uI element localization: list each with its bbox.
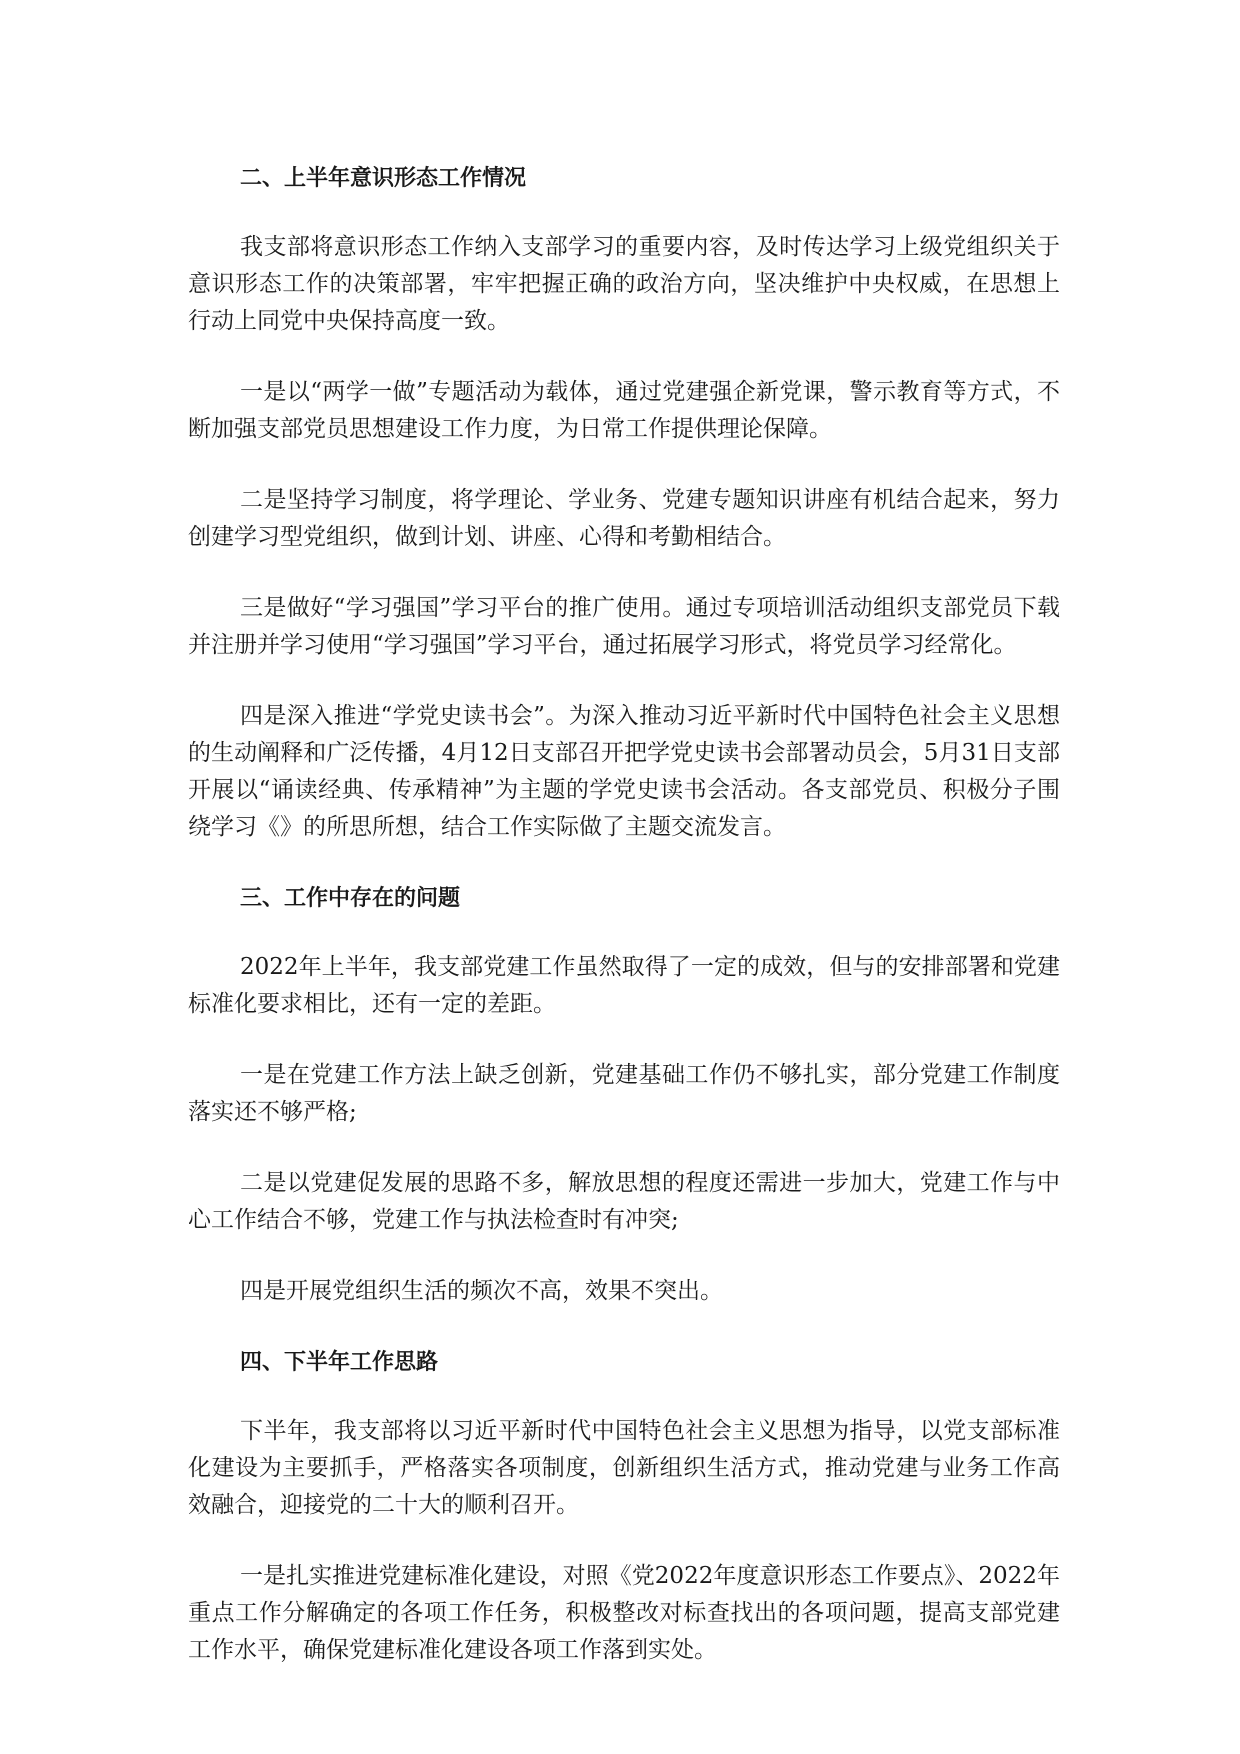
- paragraph: 下半年，我支部将以习近平新时代中国特色社会主义思想为指导，以党支部标准化建设为主要抓手，严格落实各项制度，创新组织生活方式，推动党建与业务工作高效融合，迎接党的二十大的顺利召开。: [188, 1418, 1060, 1518]
- paragraph: 二是以党建促发展的思路不多，解放思想的程度还需进一步加大，党建工作与中心工作结合不够，党建工作与执法检查时有冲突;: [188, 1170, 1060, 1233]
- document-body: [188, 160, 1060, 1669]
- paragraph: 四是深入推进“学党史读书会”。为深入推动习近平新时代中国特色社会主义思想的生动阐释和广泛传播，4月12日支部召开把学党史读书会部署动员会，5月31日支部开展以“诵读经典、传承精神”为主题的学党史读书会活动。各支部党员、积极分子围绕学习《》的所思所想，结合工作实际做了主题交流发言。: [188, 703, 1060, 840]
- paragraph: 二是坚持学习制度，将学理论、学业务、党建专题知识讲座有机结合起来，努力创建学习型党组织，做到计划、讲座、心得和考勤相结合。: [188, 487, 1060, 550]
- paragraph: 2022年上半年，我支部党建工作虽然取得了一定的成效，但与的安排部署和党建标准化要求相比，还有一定的差距。: [188, 954, 1060, 1017]
- paragraph: 一是在党建工作方法上缺乏创新，党建基础工作仍不够扎实，部分党建工作制度落实还不够严格;: [188, 1062, 1060, 1125]
- paragraph: 一是以“两学一做”专题活动为载体，通过党建强企新党课，警示教育等方式，不断加强支部党员思想建设工作力度，为日常工作提供理论保障。: [188, 379, 1060, 442]
- section-heading: 四、下半年工作思路: [240, 1350, 439, 1375]
- paragraph: 我支部将意识形态工作纳入支部学习的重要内容，及时传达学习上级党组织关于意识形态工作的决策部署，牢牢把握正确的政治方向，坚决维护中央权威，在思想上行动上同党中央保持高度一致。: [188, 234, 1060, 334]
- section-heading: 三、工作中存在的问题: [240, 886, 461, 911]
- section-heading: 二、上半年意识形态工作情况: [240, 166, 527, 191]
- paragraph: 四是开展党组织生活的频次不高，效果不突出。: [240, 1278, 723, 1304]
- paragraph: 三是做好“学习强国”学习平台的推广使用。通过专项培训活动组织支部党员下载并注册并学习使用“学习强国”学习平台，通过拓展学习形式，将党员学习经常化。: [188, 595, 1060, 658]
- paragraph: 一是扎实推进党建标准化建设，对照《党2022年度意识形态工作要点》、2022年重点工作分解确定的各项工作任务，积极整改对标查找出的各项问题，提高支部党建工作水平，确保党建标准化建设各项工作落到实处。: [188, 1563, 1060, 1663]
